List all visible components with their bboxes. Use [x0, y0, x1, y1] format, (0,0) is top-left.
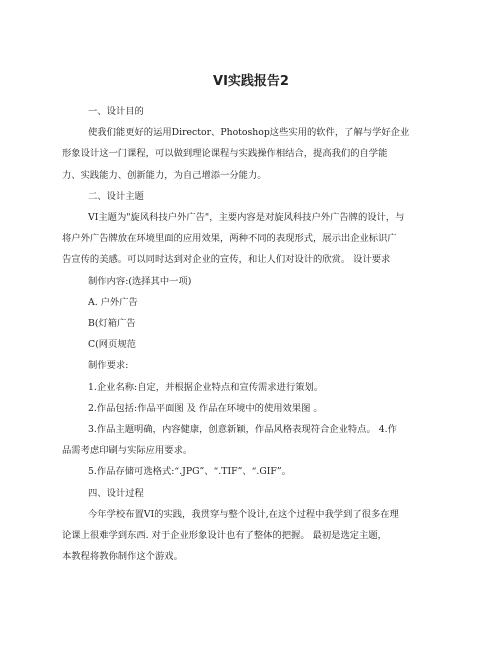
text-line: 本教程将教你制作这个游戏。 [62, 551, 183, 563]
text-line: 使我们能更好的运用Director、Photoshop这些实用的软件，了解与学好企业 [88, 127, 410, 139]
text-line: 5.作品存储可选格式:“.JPG”、“.TIF”、“.GIF”。 [88, 466, 291, 478]
text-line: A. 户外广告 [88, 296, 138, 308]
text-line: 一、设计目的 [88, 106, 144, 117]
document-title: VI实践报告2 [213, 74, 289, 89]
text-line: VI主题为"旋风科技户外广告"，主要内容是对旋风科技户外广告牌的设计，与 [88, 212, 405, 224]
text-line: B(灯箱广告 [88, 318, 136, 330]
text-line: 四、设计过程 [88, 487, 144, 499]
text-line: 力、实践能力、创新能力，为自己增添一分能力。 [62, 169, 267, 181]
text-line: 论课上很难学到东西. 对于企业形象设计也有了整体的把握。 最初是选定主题， [62, 530, 387, 542]
text-line: 2.作品包括:作品平面图 及 作品在环境中的使用效果图 。 [88, 402, 323, 414]
text-line: 二、设计主题 [88, 190, 144, 202]
text-line: 形象设计这一门课程，可以做到理论课程与实践操作相结合，提高我们的自学能 [62, 148, 388, 160]
text-line: 今年学校布置VI的实践，我贯穿与整个设计,在这个过程中我学到了很多在理 [88, 508, 399, 520]
text-line: 告宣传的美感。可以同时达到对企业的宣传，和让人们对设计的欣赏。 设计要求 [62, 254, 391, 266]
text-line: 3.作品主题明确，内容健康，创意新颖，作品风格表现符合企业特点。 4.作 [88, 424, 397, 436]
text-line: 品需考虑印刷与实际应用要求。 [62, 445, 193, 457]
text-line: 1.企业名称:自定，并根据企业特点和宣传需求进行策划。 [88, 381, 324, 393]
text-line: 将户外广告牌放在环境里面的应用效果，两种不同的表现形式，展示出企业标识广 [62, 233, 397, 245]
text-line: C(网页规范 [88, 339, 136, 351]
document-body [62, 101, 440, 567]
text-line: 制作要求: [88, 360, 129, 372]
text-line: 制作内容:(选择其中一项) [88, 275, 192, 287]
